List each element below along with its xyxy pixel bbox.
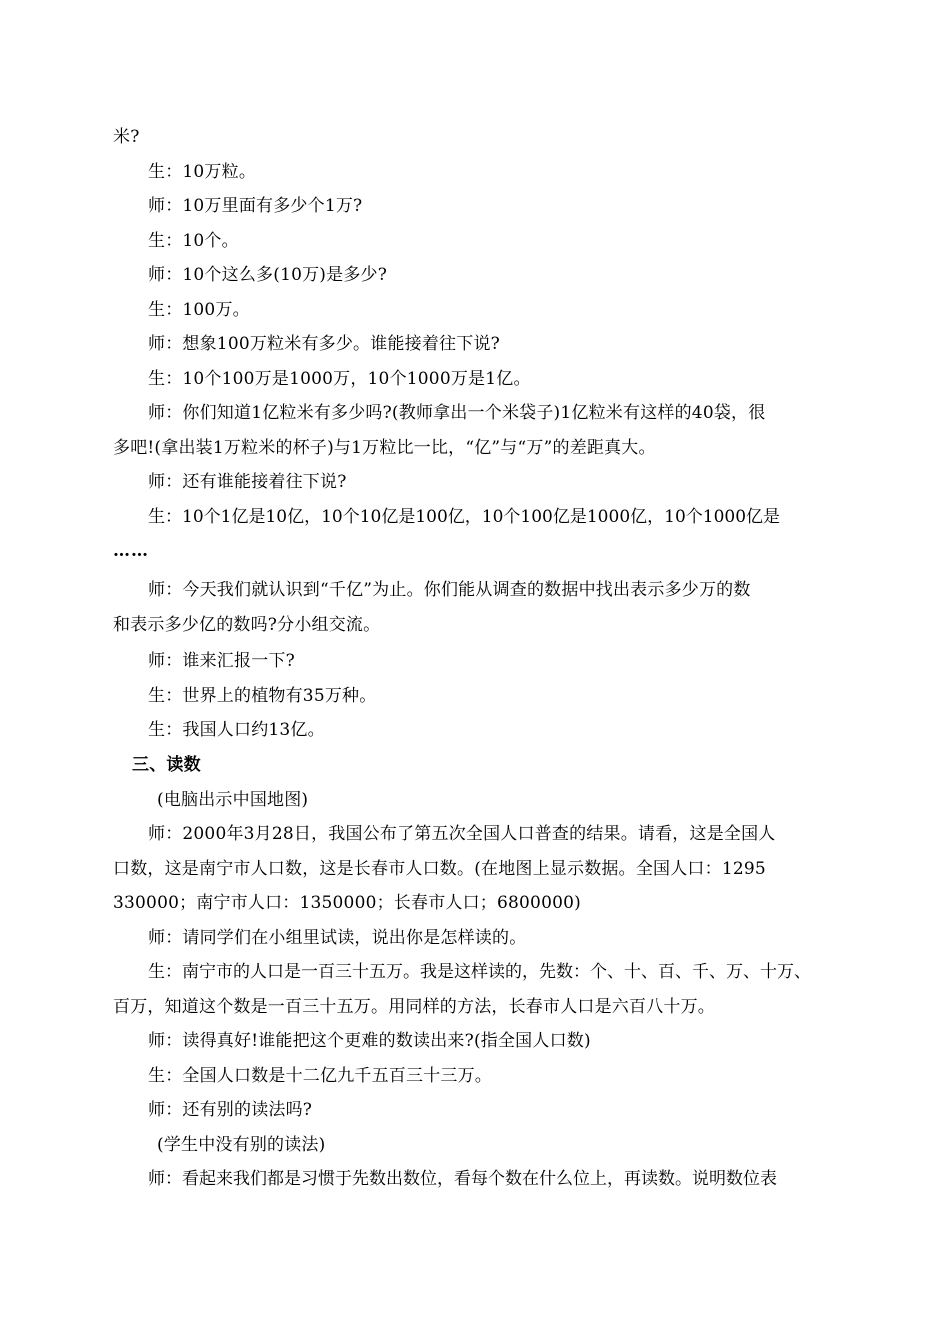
paragraph-line: 米? [113,127,140,147]
teacher-line: 师：谁来汇报一下? [148,651,295,671]
teacher-line: 师：10个这么多(10万)是多少? [148,265,388,285]
teacher-line: 师：你们知道1亿粒米有多少吗?(教师拿出一个米袋子)1亿粒米有这样的40袋，很 [148,403,766,423]
teacher-line: 师：请同学们在小组里试读，说出你是怎样读的。 [148,928,527,948]
teacher-line: 师：2000年3月28日，我国公布了第五次全国人口普查的结果。请看，这是全国人 [148,824,776,844]
paragraph-line: 330000；南宁市人口：1350000；长春市人口；6800000) [113,893,581,913]
teacher-line: 师：读得真好!谁能把这个更难的数读出来?(指全国人口数) [148,1031,591,1051]
stage-direction: (电脑出示中国地图) [157,790,309,810]
paragraph-line: 和表示多少亿的数吗?分小组交流。 [113,615,381,635]
teacher-line: 师：看起来我们都是习惯于先数出数位，看每个数在什么位上，再读数。说明数位表 [148,1169,777,1189]
student-line: 生：南宁市的人口是一百三十五万。我是这样读的，先数：个、十、百、千、万、十万、 [148,962,811,982]
teacher-line: 师：还有别的读法吗? [148,1100,313,1120]
student-line: 生：我国人口约13亿。 [148,720,325,740]
teacher-line: 师：还有谁能接着往下说? [148,472,347,492]
student-line: 生：世界上的植物有35万种。 [148,686,377,706]
paragraph-line: 多吧!(拿出装1万粒米的杯子)与1万粒比一比，“亿”与“万”的差距真大。 [113,438,656,458]
paragraph-line: 口数，这是南宁市人口数，这是长春市人口数。(在地图上显示数据。全国人口：1295 [113,859,766,879]
student-line: 生：10个100万是1000万，10个1000万是1亿。 [148,369,531,389]
teacher-line: 师：今天我们就认识到“千亿”为止。你们能从调查的数据中找出表示多少万的数 [148,580,751,600]
teacher-line: 师：10万里面有多少个1万? [148,196,363,216]
stage-direction: (学生中没有别的读法) [157,1135,326,1155]
teacher-line: 师：想象100万粒米有多少。谁能接着往下说? [148,334,500,354]
student-line: 生：全国人口数是十二亿九千五百三十三万。 [148,1066,492,1086]
section-heading: 三、读数 [132,755,201,775]
student-line: 生：100万。 [148,300,250,320]
student-line: 生：10万粒。 [148,162,257,182]
student-line: 生：10个。 [148,231,239,251]
student-line: 生：10个1亿是10亿，10个10亿是100亿，10个100亿是1000亿，10个1000亿是 [148,507,781,527]
paragraph-line: 百万，知道这个数是一百三十五万。用同样的方法，长春市人口是六百八十万。 [113,997,715,1017]
ellipsis-line: …… [113,541,149,561]
